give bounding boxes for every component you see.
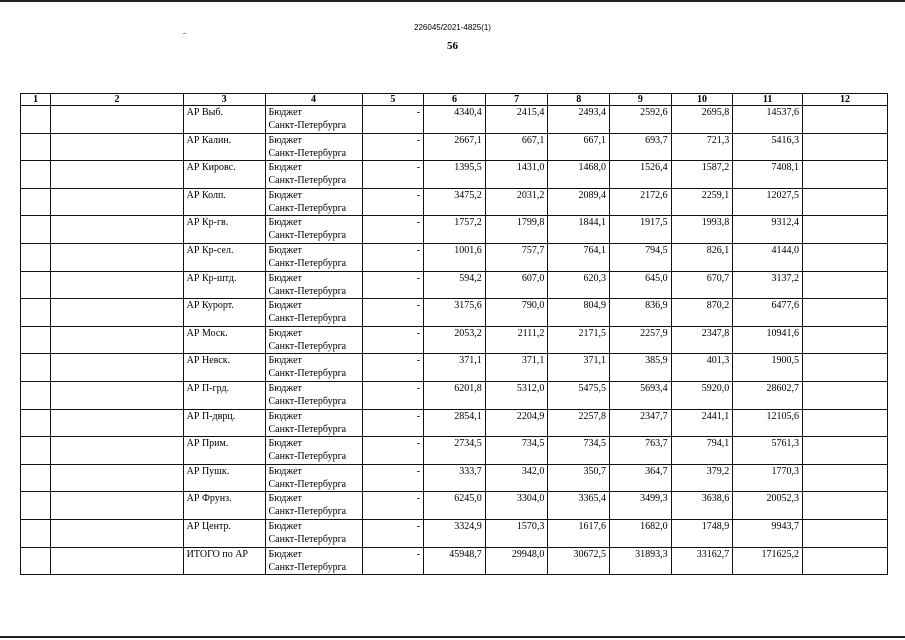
cell-c5: - [362, 519, 424, 547]
source-line: Санкт-Петербурга [268, 340, 347, 352]
cell-empty [21, 354, 51, 382]
source-line: Бюджет [268, 548, 302, 560]
cell-empty [21, 547, 51, 575]
row-name: АР Прим. [183, 437, 265, 465]
cell-c9: 645,0 [610, 271, 672, 299]
row-name: АР Невск. [183, 354, 265, 382]
source-line: Санкт-Петербурга [268, 313, 347, 325]
cell-c6: 1757,2 [424, 216, 486, 244]
source-line: Бюджет [268, 410, 302, 422]
row-source [265, 188, 362, 216]
table-row [21, 326, 888, 354]
cell-c9: 2257,9 [610, 326, 672, 354]
cell-c10: 2347,8 [671, 326, 733, 354]
cell-c7: 2415,4 [485, 106, 548, 134]
column-header: 6 [424, 94, 486, 106]
cell-c8: 1468,0 [548, 161, 610, 189]
cell-empty [803, 519, 888, 547]
cell-c5: - [362, 354, 424, 382]
cell-empty [51, 216, 183, 244]
source-line: Санкт-Петербурга [268, 368, 347, 380]
cell-c8: 30672,5 [548, 547, 610, 575]
cell-empty [51, 133, 183, 161]
cell-c6: 45948,7 [424, 547, 486, 575]
cell-c11: 12027,5 [733, 188, 803, 216]
cell-empty [21, 409, 51, 437]
cell-c11: 5761,3 [733, 437, 803, 465]
row-source [265, 519, 362, 547]
row-source [265, 106, 362, 134]
cell-empty [803, 492, 888, 520]
row-name: АР Калин. [183, 133, 265, 161]
cell-c6: 371,1 [424, 354, 486, 382]
cell-c11: 14537,6 [733, 106, 803, 134]
row-source [265, 354, 362, 382]
table-row [21, 354, 888, 382]
row-name: АР Моск. [183, 326, 265, 354]
cell-c10: 794,1 [671, 437, 733, 465]
source-line: Санкт-Петербурга [268, 478, 347, 490]
budget-table [20, 93, 888, 575]
cell-empty [51, 381, 183, 409]
cell-c11: 1900,5 [733, 354, 803, 382]
cell-c8: 3365,4 [548, 492, 610, 520]
cell-c6: 2734,5 [424, 437, 486, 465]
source-line: Санкт-Петербурга [268, 147, 347, 159]
cell-c9: 31893,3 [610, 547, 672, 575]
cell-c9: 3499,3 [610, 492, 672, 520]
row-source [265, 381, 362, 409]
row-source [265, 464, 362, 492]
source-line: Бюджет [268, 355, 302, 367]
cell-c8: 350,7 [548, 464, 610, 492]
row-name: АР Курорт. [183, 299, 265, 327]
cell-c7: 1570,3 [485, 519, 548, 547]
source-line: Санкт-Петербурга [268, 451, 347, 463]
cell-c8: 734,5 [548, 437, 610, 465]
cell-c9: 2172,6 [610, 188, 672, 216]
cell-c11: 20052,3 [733, 492, 803, 520]
cell-c8: 5475,5 [548, 381, 610, 409]
cell-c5: - [362, 547, 424, 575]
column-header: 12 [803, 94, 888, 106]
cell-c7: 1799,8 [485, 216, 548, 244]
source-line: Санкт-Петербурга [268, 285, 347, 297]
cell-empty [51, 271, 183, 299]
table-row [21, 299, 888, 327]
cell-c9: 763,7 [610, 437, 672, 465]
column-header: 1 [21, 94, 51, 106]
row-name: АР Кр-штд. [183, 271, 265, 299]
row-source [265, 243, 362, 271]
cell-c10: 3638,6 [671, 492, 733, 520]
cell-empty [51, 464, 183, 492]
cell-c9: 1917,5 [610, 216, 672, 244]
cell-empty [21, 133, 51, 161]
cell-c11: 3137,2 [733, 271, 803, 299]
cell-c8: 667,1 [548, 133, 610, 161]
cell-c10: 1587,2 [671, 161, 733, 189]
cell-c11: 10941,6 [733, 326, 803, 354]
source-line: Бюджет [268, 134, 302, 146]
cell-empty [51, 326, 183, 354]
cell-c8: 1844,1 [548, 216, 610, 244]
cell-c9: 5693,4 [610, 381, 672, 409]
source-line: Бюджет [268, 189, 302, 201]
cell-empty [803, 216, 888, 244]
cell-c11: 1770,3 [733, 464, 803, 492]
cell-c11: 28602,7 [733, 381, 803, 409]
cell-empty [803, 106, 888, 134]
cell-c11: 4144,0 [733, 243, 803, 271]
cell-c9: 693,7 [610, 133, 672, 161]
cell-c7: 29948,0 [485, 547, 548, 575]
row-source [265, 161, 362, 189]
cell-c7: 790,0 [485, 299, 548, 327]
source-line: Санкт-Петербурга [268, 533, 347, 545]
top-border-line [0, 0, 905, 2]
cell-c5: - [362, 326, 424, 354]
cell-c6: 594,2 [424, 271, 486, 299]
cell-c6: 3475,2 [424, 188, 486, 216]
cell-c9: 1682,0 [610, 519, 672, 547]
cell-c5: - [362, 216, 424, 244]
cell-c7: 342,0 [485, 464, 548, 492]
table-row [21, 271, 888, 299]
cell-c10: 1748,9 [671, 519, 733, 547]
column-header: 7 [485, 94, 548, 106]
cell-c9: 385,9 [610, 354, 672, 382]
cell-empty [21, 271, 51, 299]
cell-c9: 836,9 [610, 299, 672, 327]
cell-c9: 364,7 [610, 464, 672, 492]
cell-c11: 6477,6 [733, 299, 803, 327]
row-source [265, 409, 362, 437]
cell-c5: - [362, 243, 424, 271]
source-line: Бюджет [268, 162, 302, 174]
column-number-row [21, 94, 888, 106]
cell-c7: 5312,0 [485, 381, 548, 409]
row-name: АР Кировс. [183, 161, 265, 189]
cell-c5: - [362, 464, 424, 492]
table-row [21, 492, 888, 520]
column-header: 3 [183, 94, 265, 106]
cell-empty [21, 326, 51, 354]
cell-c6: 6201,8 [424, 381, 486, 409]
cell-c5: - [362, 437, 424, 465]
cell-c6: 1001,6 [424, 243, 486, 271]
cell-c5: - [362, 381, 424, 409]
cell-c9: 2347,7 [610, 409, 672, 437]
column-header: 4 [265, 94, 362, 106]
cell-c10: 1993,8 [671, 216, 733, 244]
cell-c10: 5920,0 [671, 381, 733, 409]
row-name: АР Колп. [183, 188, 265, 216]
cell-c5: - [362, 492, 424, 520]
source-line: Бюджет [268, 493, 302, 505]
cell-c8: 764,1 [548, 243, 610, 271]
cell-empty [803, 133, 888, 161]
cell-c9: 794,5 [610, 243, 672, 271]
cell-empty [803, 271, 888, 299]
source-line: Бюджет [268, 327, 302, 339]
table-row [21, 464, 888, 492]
cell-empty [803, 409, 888, 437]
row-name: АР Кр-сел. [183, 243, 265, 271]
cell-c10: 2695,8 [671, 106, 733, 134]
cell-empty [21, 188, 51, 216]
source-line: Санкт-Петербурга [268, 561, 347, 573]
cell-c8: 2493,4 [548, 106, 610, 134]
cell-empty [803, 354, 888, 382]
cell-c6: 4340,4 [424, 106, 486, 134]
table-row [21, 106, 888, 134]
table-row [21, 519, 888, 547]
cell-c8: 620,3 [548, 271, 610, 299]
cell-c5: - [362, 271, 424, 299]
table-row [21, 243, 888, 271]
cell-empty [51, 354, 183, 382]
cell-empty [51, 188, 183, 216]
cell-c6: 2667,1 [424, 133, 486, 161]
cell-c5: - [362, 299, 424, 327]
column-header: 10 [671, 94, 733, 106]
cell-c8: 2257,8 [548, 409, 610, 437]
table-row [21, 381, 888, 409]
cell-c7: 757,7 [485, 243, 548, 271]
cell-c5: - [362, 161, 424, 189]
cell-c7: 3304,0 [485, 492, 548, 520]
source-line: Санкт-Петербурга [268, 506, 347, 518]
bottom-border-line [0, 636, 905, 638]
document-id: 226045/2021-4825(1) [414, 23, 491, 32]
cell-empty [51, 437, 183, 465]
source-line: Санкт-Петербурга [268, 395, 347, 407]
cell-empty [51, 492, 183, 520]
cell-empty [21, 464, 51, 492]
source-line: Бюджет [268, 107, 302, 118]
page-number: 56 [447, 40, 458, 52]
cell-empty [803, 188, 888, 216]
row-name: АР П-грд. [183, 381, 265, 409]
row-name: АР Фрунз. [183, 492, 265, 520]
column-header: 11 [733, 94, 803, 106]
cell-empty [803, 161, 888, 189]
cell-c6: 333,7 [424, 464, 486, 492]
cell-c5: - [362, 188, 424, 216]
cell-c7: 607,0 [485, 271, 548, 299]
column-header: 5 [362, 94, 424, 106]
row-source [265, 271, 362, 299]
cell-c5: - [362, 409, 424, 437]
table-body [21, 106, 888, 575]
cell-empty [803, 243, 888, 271]
source-line: Санкт-Петербурга [268, 175, 347, 187]
row-source [265, 326, 362, 354]
cell-empty [21, 299, 51, 327]
table-row [21, 216, 888, 244]
table-row [21, 161, 888, 189]
source-line: Бюджет [268, 272, 302, 284]
row-source [265, 133, 362, 161]
cell-c9: 2592,6 [610, 106, 672, 134]
cell-empty [21, 437, 51, 465]
column-header: 2 [51, 94, 183, 106]
table-row [21, 437, 888, 465]
cell-c11: 7408,1 [733, 161, 803, 189]
source-line: Санкт-Петербурга [268, 120, 347, 131]
cell-empty [21, 106, 51, 134]
cell-c8: 1617,6 [548, 519, 610, 547]
table-row [21, 409, 888, 437]
cell-c10: 2259,1 [671, 188, 733, 216]
source-line: Санкт-Петербурга [268, 202, 347, 214]
cell-c10: 379,2 [671, 464, 733, 492]
cell-c5: - [362, 106, 424, 134]
cell-empty [21, 519, 51, 547]
row-source [265, 492, 362, 520]
cell-c11: 171625,2 [733, 547, 803, 575]
cell-c6: 1395,5 [424, 161, 486, 189]
row-name: АР П-дврц. [183, 409, 265, 437]
cell-c7: 371,1 [485, 354, 548, 382]
cell-c6: 2053,2 [424, 326, 486, 354]
cell-c8: 804,9 [548, 299, 610, 327]
cell-c5: - [362, 133, 424, 161]
cell-c10: 401,3 [671, 354, 733, 382]
cell-c6: 2854,1 [424, 409, 486, 437]
scan-speck [183, 33, 186, 34]
column-header: 8 [548, 94, 610, 106]
column-header: 9 [610, 94, 672, 106]
source-line: Бюджет [268, 217, 302, 229]
source-line: Бюджет [268, 465, 302, 477]
cell-c8: 371,1 [548, 354, 610, 382]
source-line: Бюджет [268, 382, 302, 394]
cell-c8: 2089,4 [548, 188, 610, 216]
cell-c6: 3324,9 [424, 519, 486, 547]
cell-c10: 670,7 [671, 271, 733, 299]
cell-empty [21, 216, 51, 244]
row-name: АР Выб. [183, 106, 265, 134]
source-line: Санкт-Петербурга [268, 257, 347, 269]
cell-c10: 33162,7 [671, 547, 733, 575]
row-source [265, 547, 362, 575]
cell-empty [51, 243, 183, 271]
cell-c8: 2171,5 [548, 326, 610, 354]
row-name: АР Кр-гв. [183, 216, 265, 244]
cell-c11: 9943,7 [733, 519, 803, 547]
source-line: Бюджет [268, 438, 302, 450]
cell-c10: 870,2 [671, 299, 733, 327]
cell-c7: 2204,9 [485, 409, 548, 437]
cell-c10: 826,1 [671, 243, 733, 271]
cell-c11: 12105,6 [733, 409, 803, 437]
cell-empty [51, 409, 183, 437]
cell-c7: 667,1 [485, 133, 548, 161]
cell-c10: 721,3 [671, 133, 733, 161]
row-source [265, 437, 362, 465]
cell-empty [51, 519, 183, 547]
cell-c9: 1526,4 [610, 161, 672, 189]
table-row [21, 547, 888, 575]
cell-empty [803, 381, 888, 409]
cell-empty [803, 299, 888, 327]
row-source [265, 216, 362, 244]
cell-c6: 3175,6 [424, 299, 486, 327]
source-line: Бюджет [268, 244, 302, 256]
table-row [21, 133, 888, 161]
cell-c7: 2031,2 [485, 188, 548, 216]
cell-empty [21, 161, 51, 189]
cell-empty [21, 381, 51, 409]
source-line: Бюджет [268, 300, 302, 312]
cell-c6: 6245,0 [424, 492, 486, 520]
source-line: Санкт-Петербурга [268, 423, 347, 435]
cell-empty [51, 161, 183, 189]
cell-c11: 5416,3 [733, 133, 803, 161]
source-line: Санкт-Петербурга [268, 230, 347, 242]
cell-empty [51, 106, 183, 134]
cell-c10: 2441,1 [671, 409, 733, 437]
cell-empty [803, 547, 888, 575]
cell-empty [21, 243, 51, 271]
table-row [21, 188, 888, 216]
row-name: ИТОГО по АР [183, 547, 265, 575]
cell-empty [803, 437, 888, 465]
row-name: АР Пушк. [183, 464, 265, 492]
cell-empty [21, 492, 51, 520]
row-name: АР Центр. [183, 519, 265, 547]
cell-empty [51, 547, 183, 575]
cell-c11: 9312,4 [733, 216, 803, 244]
cell-c7: 2111,2 [485, 326, 548, 354]
row-source [265, 299, 362, 327]
source-line: Бюджет [268, 520, 302, 532]
cell-c7: 734,5 [485, 437, 548, 465]
cell-empty [803, 326, 888, 354]
cell-empty [803, 464, 888, 492]
cell-c7: 1431,0 [485, 161, 548, 189]
cell-empty [51, 299, 183, 327]
